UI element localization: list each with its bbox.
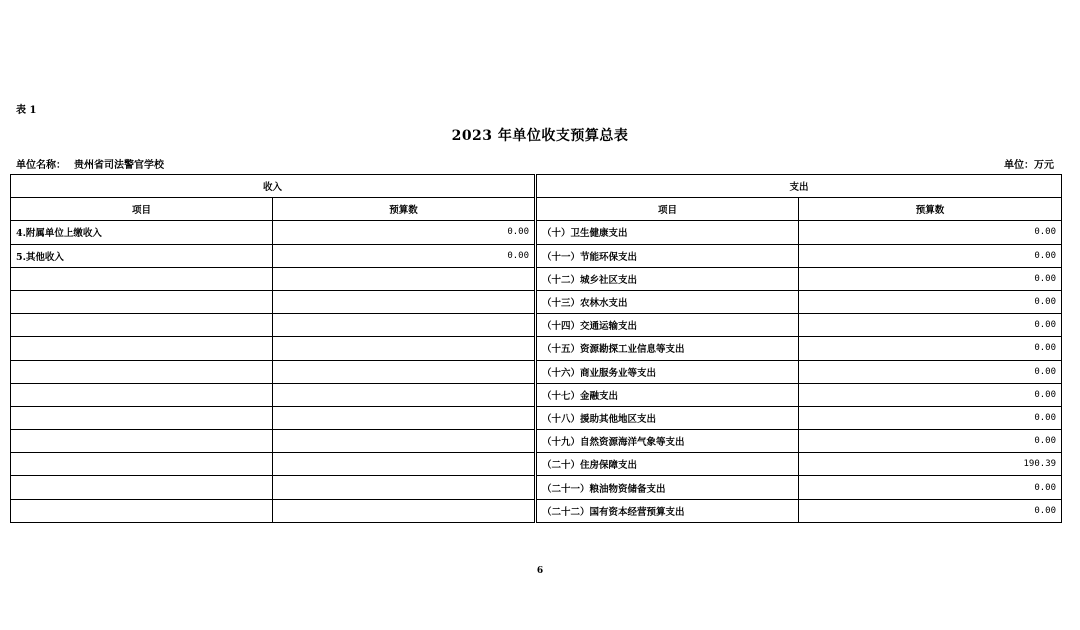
unit-name: 贵州省司法警官学校: [74, 160, 164, 171]
expense-item-cell: （十）卫生健康支出: [537, 221, 799, 244]
column-header-row: [11, 198, 1062, 221]
expense-item-cell: （十二）城乡社区支出: [537, 267, 799, 290]
expense-item-cell: （十一）节能环保支出: [537, 244, 799, 267]
expense-item-cell: （十三）农林水支出: [537, 290, 799, 313]
income-value-cell: [273, 476, 535, 499]
income-item-cell: [11, 430, 273, 453]
table-row: [11, 314, 1062, 337]
expense-value-cell: 0.00: [799, 383, 1062, 406]
income-value-cell: [273, 406, 535, 429]
budget-table-body: [11, 221, 1062, 522]
income-budget-header: 预算数: [273, 198, 535, 221]
income-item-cell: [11, 290, 273, 313]
income-item-cell: [11, 360, 273, 383]
table-row: [11, 244, 1062, 267]
income-value-cell: [273, 360, 535, 383]
expense-item-cell: （二十二）国有资本经营预算支出: [537, 499, 799, 522]
income-item-header: 项目: [11, 198, 273, 221]
income-item-cell: [11, 314, 273, 337]
page-number: 6: [536, 566, 544, 576]
income-item-cell: [11, 453, 273, 476]
table-row: [11, 267, 1062, 290]
budget-table: [10, 174, 1062, 523]
table-row: [11, 499, 1062, 522]
expense-value-cell: 0.00: [799, 360, 1062, 383]
expense-value-cell: 0.00: [799, 314, 1062, 337]
expense-value-cell: 0.00: [799, 406, 1062, 429]
table-row: [11, 221, 1062, 244]
expense-item-cell: （十六）商业服务业等支出: [537, 360, 799, 383]
income-value-cell: [273, 337, 535, 360]
expense-item-cell: （十七）金融支出: [537, 383, 799, 406]
unit-name-label: 单位名称：: [16, 160, 66, 171]
income-header: 收入: [11, 175, 535, 198]
expense-header: 支出: [537, 175, 1062, 198]
table-row: [11, 360, 1062, 383]
expense-item-cell: （十九）自然资源海洋气象等支出: [537, 430, 799, 453]
table-row: [11, 476, 1062, 499]
income-item-cell: 5.其他收入: [11, 244, 273, 267]
expense-value-cell: 190.39: [799, 453, 1062, 476]
income-value-cell: [273, 453, 535, 476]
income-value-cell: 0.00: [273, 221, 535, 244]
table-row: [11, 290, 1062, 313]
table-row: [11, 430, 1062, 453]
expense-value-cell: 0.00: [799, 430, 1062, 453]
expense-value-cell: 0.00: [799, 499, 1062, 522]
income-value-cell: [273, 267, 535, 290]
table-label: 表 1: [16, 105, 37, 116]
income-item-cell: [11, 337, 273, 360]
income-item-cell: [11, 383, 273, 406]
income-item-cell: [11, 499, 273, 522]
income-value-cell: [273, 314, 535, 337]
table-row: [11, 406, 1062, 429]
income-item-cell: [11, 476, 273, 499]
expense-value-cell: 0.00: [799, 337, 1062, 360]
income-item-cell: 4.附属单位上缴收入: [11, 221, 273, 244]
expense-item-header: 项目: [537, 198, 799, 221]
section-header-row: [11, 175, 1062, 198]
income-item-cell: [11, 406, 273, 429]
expense-item-cell: （二十一）粮油物资储备支出: [537, 476, 799, 499]
expense-value-cell: 0.00: [799, 267, 1062, 290]
expense-value-cell: 0.00: [799, 476, 1062, 499]
income-value-cell: [273, 383, 535, 406]
unit-name-row: [16, 156, 164, 171]
expense-item-cell: （十四）交通运输支出: [537, 314, 799, 337]
table-row: [11, 383, 1062, 406]
expense-item-cell: （十五）资源勘探工业信息等支出: [537, 337, 799, 360]
table-row: [11, 337, 1062, 360]
expense-value-cell: 0.00: [799, 221, 1062, 244]
expense-item-cell: （二十）住房保障支出: [537, 453, 799, 476]
income-value-cell: [273, 430, 535, 453]
expense-item-cell: （十八）援助其他地区支出: [537, 406, 799, 429]
income-item-cell: [11, 267, 273, 290]
page-title: 2023 年单位收支预算总表: [451, 128, 629, 144]
table-row: [11, 453, 1062, 476]
income-value-cell: 0.00: [273, 244, 535, 267]
income-value-cell: [273, 499, 535, 522]
expense-budget-header: 预算数: [799, 198, 1062, 221]
expense-value-cell: 0.00: [799, 290, 1062, 313]
expense-value-cell: 0.00: [799, 244, 1062, 267]
income-value-cell: [273, 290, 535, 313]
unit-measure: 单位：万元: [1004, 160, 1054, 171]
